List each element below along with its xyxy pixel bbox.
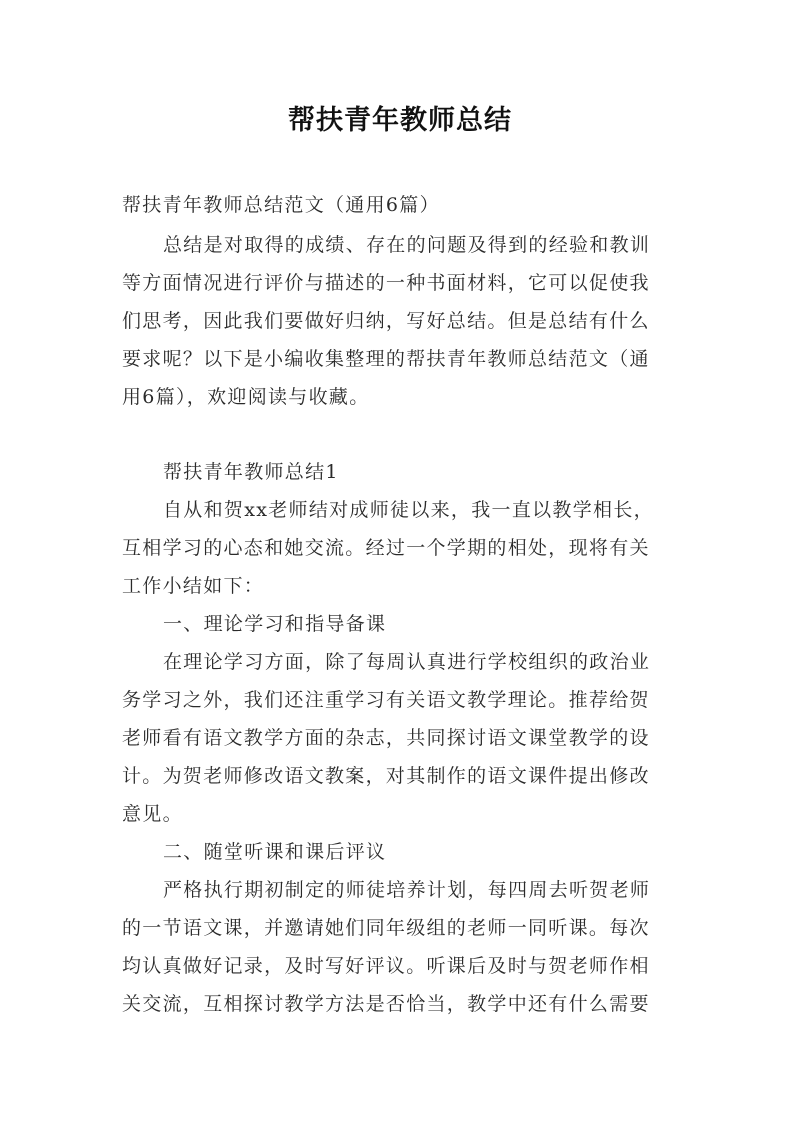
paragraph-line: 自从和贺xx老师结对成师徒以来，我一直以教学相长， — [163, 499, 654, 521]
paragraph-line: 要求呢？以下是小编收集整理的帮扶青年教师总结范文（通 — [122, 348, 650, 370]
paragraph-line: 总结是对取得的成绩、存在的问题及得到的经验和教训 — [163, 234, 651, 256]
paragraph-line: 用6篇），欢迎阅读与收藏。 — [122, 386, 370, 408]
section-heading: 帮扶青年教师总结1 — [163, 461, 339, 483]
paragraph-line: 务学习之外，我们还注重学习有关语文教学理论。推荐给贺 — [122, 689, 650, 711]
paragraph-line: 的一节语文课，并邀请她们同年级组的老师一同听课。每次 — [122, 917, 650, 939]
paragraph-line: 均认真做好记录，及时写好评议。听课后及时与贺老师作相 — [122, 955, 650, 977]
paragraph-line: 们思考，因此我们要做好归纳，写好总结。但是总结有什么 — [122, 310, 650, 332]
paragraph-line: 互相学习的心态和她交流。经过一个学期的相处，现将有关 — [122, 537, 650, 559]
document-title: 帮扶青年教师总结 — [288, 105, 512, 136]
paragraph-line: 老师看有语文教学方面的杂志，共同探讨语文课堂教学的设 — [122, 727, 650, 749]
paragraph-line: 严格执行期初制定的师徒培养计划，每四周去听贺老师 — [163, 879, 651, 901]
paragraph-line: 意见。 — [122, 803, 183, 825]
paragraph-line: 工作小结如下： — [122, 575, 265, 597]
subsection-heading: 二、随堂听课和课后评议 — [163, 841, 387, 863]
paragraph-line: 计。为贺老师修改语文教案，对其制作的语文课件提出修改 — [122, 765, 650, 787]
subtitle-line: 帮扶青年教师总结范文（通用6篇） — [122, 194, 440, 216]
paragraph-line: 在理论学习方面，除了每周认真进行学校组织的政治业 — [163, 651, 651, 673]
paragraph-line: 关交流，互相探讨教学方法是否恰当，教学中还有什么需要 — [122, 993, 650, 1015]
subsection-heading: 一、理论学习和指导备课 — [163, 613, 387, 635]
paragraph-line: 等方面情况进行评价与描述的一种书面材料，它可以促使我 — [122, 272, 650, 294]
